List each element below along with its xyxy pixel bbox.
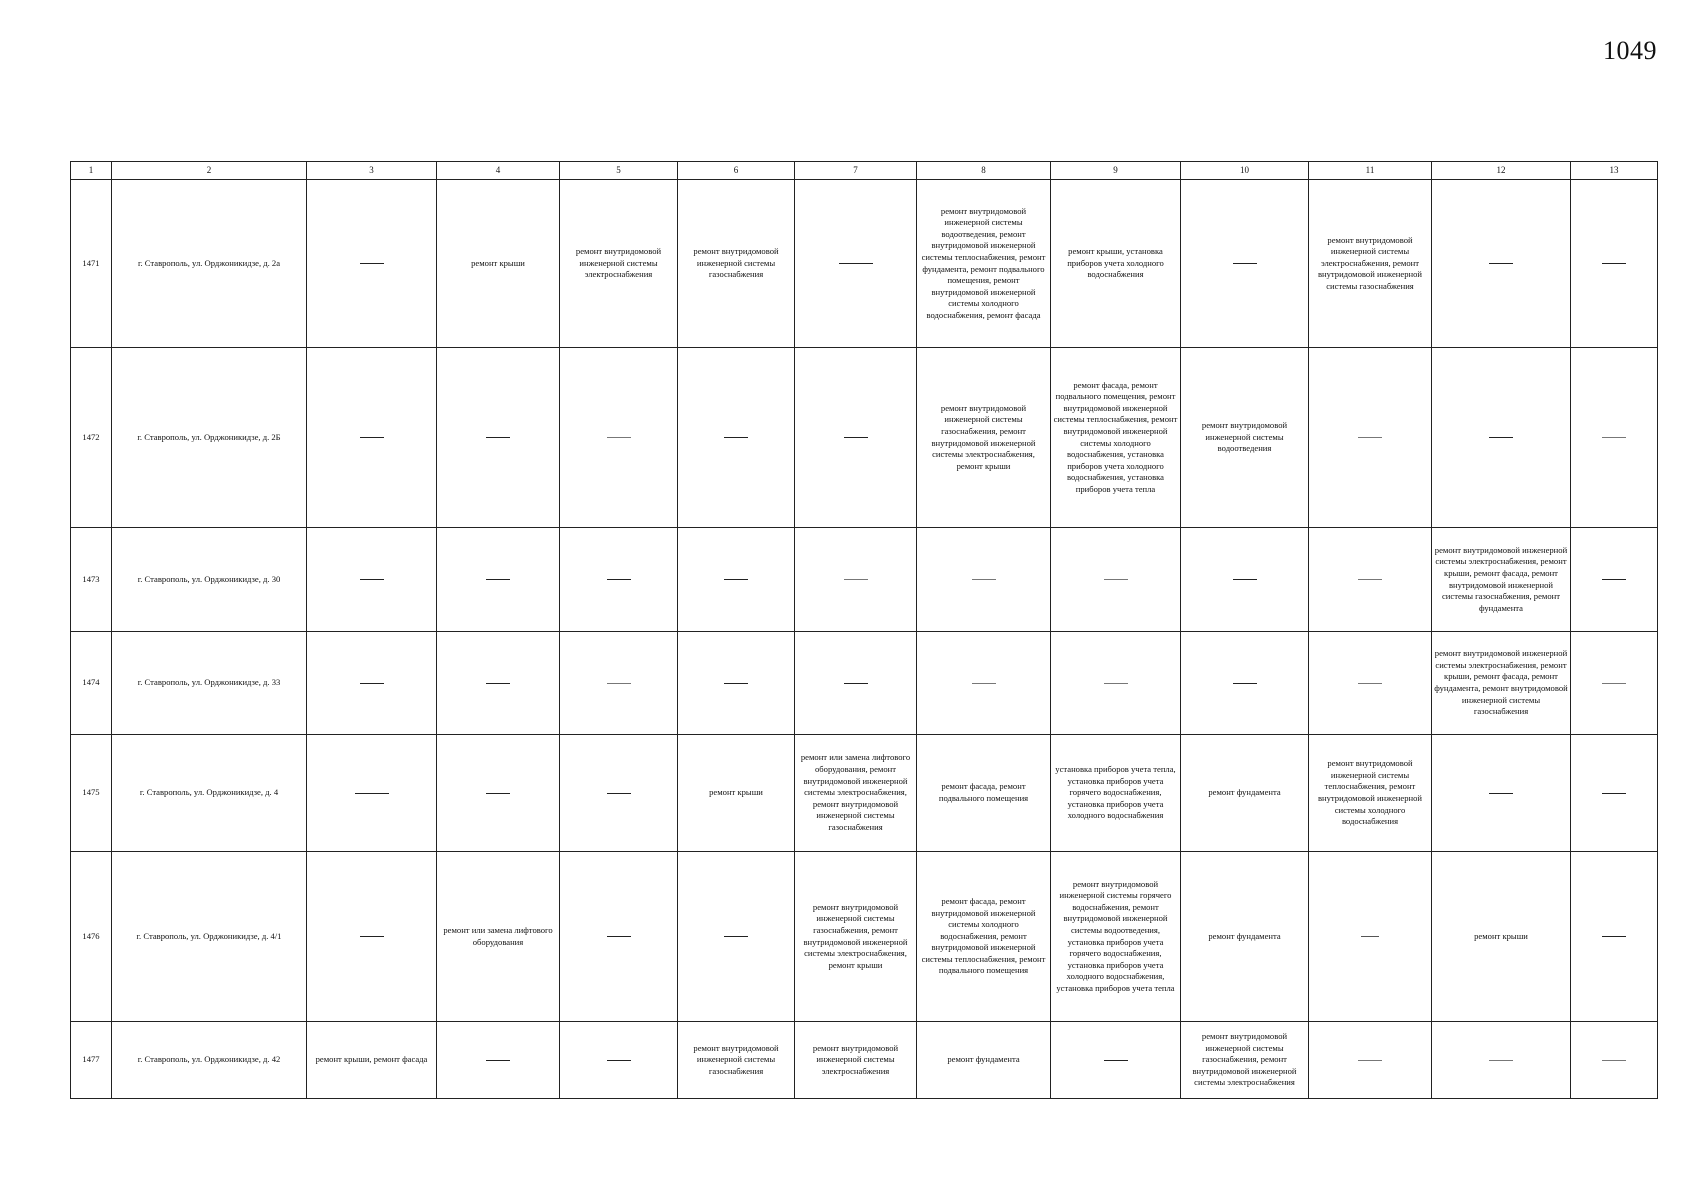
dash-mark (1104, 683, 1128, 684)
column-number: 11 (1309, 162, 1432, 180)
dash-mark (360, 263, 384, 264)
works-cell: ремонт крыши, ремонт фасада (307, 1022, 437, 1099)
row-number: 1473 (71, 528, 112, 632)
empty-cell (917, 528, 1051, 632)
repair-schedule-table (70, 161, 1658, 1099)
dash-mark (607, 683, 631, 684)
dash-mark (360, 936, 384, 937)
address-cell: г. Ставрополь, ул. Орджоникидзе, д. 42 (112, 1022, 307, 1099)
dash-mark (1602, 263, 1626, 264)
empty-cell (437, 735, 560, 852)
dash-mark (844, 437, 868, 438)
dash-mark (486, 793, 510, 794)
empty-cell (917, 632, 1051, 735)
works-cell: ремонт крыши (437, 180, 560, 348)
column-number: 6 (678, 162, 795, 180)
works-cell: ремонт крыши, установка приборов учета холодного водоснабжения (1051, 180, 1181, 348)
dash-mark (1358, 1060, 1382, 1061)
empty-cell (678, 348, 795, 528)
empty-cell (560, 852, 678, 1022)
empty-cell (560, 528, 678, 632)
works-cell: ремонт внутридомовой инженерной системы газоснабжения, ремонт внутридомовой инженерной системы электроснабжения, ремонт крыши (795, 852, 917, 1022)
dash-mark (355, 793, 389, 794)
empty-cell (307, 632, 437, 735)
dash-mark (1489, 263, 1513, 264)
empty-cell (1309, 632, 1432, 735)
works-cell: ремонт внутридомовой инженерной системы газоснабжения, ремонт внутридомовой инженерной системы электроснабжения (1181, 1022, 1309, 1099)
column-number: 7 (795, 162, 917, 180)
empty-cell (1432, 348, 1571, 528)
dash-mark (1361, 936, 1379, 937)
address-cell: г. Ставрополь, ул. Орджоникидзе, д. 33 (112, 632, 307, 735)
empty-cell (1432, 1022, 1571, 1099)
column-number-row (71, 162, 1658, 180)
dash-mark (724, 936, 748, 937)
empty-cell (1571, 852, 1658, 1022)
column-number: 3 (307, 162, 437, 180)
works-cell: ремонт фасада, ремонт подвального помещения, ремонт внутридомовой инженерной системы теплоснабжения, ремонт внутридомовой инженерной системы холодного водоснабжения, установка приборов учета холодного водоснабжения, установка приборов учета тепла (1051, 348, 1181, 528)
empty-cell (437, 632, 560, 735)
empty-cell (1571, 1022, 1658, 1099)
works-cell: ремонт фундамента (1181, 735, 1309, 852)
dash-mark (724, 579, 748, 580)
dash-mark (1233, 263, 1257, 264)
column-number: 5 (560, 162, 678, 180)
dash-mark (607, 793, 631, 794)
empty-cell (307, 180, 437, 348)
row-number: 1472 (71, 348, 112, 528)
dash-mark (844, 579, 868, 580)
empty-cell (795, 348, 917, 528)
empty-cell (437, 1022, 560, 1099)
address-cell: г. Ставрополь, ул. Орджоникидзе, д. 2Б (112, 348, 307, 528)
dash-mark (1233, 683, 1257, 684)
empty-cell (1181, 180, 1309, 348)
empty-cell (307, 852, 437, 1022)
dash-mark (1358, 683, 1382, 684)
address-cell: г. Ставрополь, ул. Орджоникидзе, д. 4 (112, 735, 307, 852)
address-cell: г. Ставрополь, ул. Орджоникидзе, д. 2а (112, 180, 307, 348)
empty-cell (1432, 735, 1571, 852)
empty-cell (560, 632, 678, 735)
dash-mark (1104, 579, 1128, 580)
dash-mark (607, 437, 631, 438)
empty-cell (1309, 348, 1432, 528)
dash-mark (486, 683, 510, 684)
empty-cell (307, 528, 437, 632)
works-cell: ремонт фундамента (1181, 852, 1309, 1022)
works-cell: ремонт внутридомовой инженерной системы теплоснабжения, ремонт внутридомовой инженерной системы холодного водоснабжения (1309, 735, 1432, 852)
works-cell: ремонт внутридомовой инженерной системы горячего водоснабжения, ремонт внутридомовой инженерной системы водоотведения, установка приборов учета горячего водоснабжения, установка приборов учета холодного водоснабжения, установка приборов учета тепла (1051, 852, 1181, 1022)
dash-mark (1602, 793, 1626, 794)
dash-mark (1489, 1060, 1513, 1061)
empty-cell (678, 632, 795, 735)
works-cell: ремонт фасада, ремонт внутридомовой инженерной системы холодного водоснабжения, ремонт внутридомовой инженерной системы теплоснабжения, ремонт подвального помещения (917, 852, 1051, 1022)
works-cell: ремонт внутридомовой инженерной системы водоотведения (1181, 348, 1309, 528)
address-cell: г. Ставрополь, ул. Орджоникидзе, д. 4/1 (112, 852, 307, 1022)
works-cell: ремонт внутридомовой инженерной системы газоснабжения (678, 180, 795, 348)
works-cell: ремонт фундамента (917, 1022, 1051, 1099)
works-cell: ремонт внутридомовой инженерной системы электроснабжения, ремонт крыши, ремонт фасада, ремонт внутридомовой инженерной системы газоснабжения, ремонт фундамента (1432, 528, 1571, 632)
empty-cell (1309, 528, 1432, 632)
dash-mark (1358, 437, 1382, 438)
dash-mark (972, 579, 996, 580)
column-number: 2 (112, 162, 307, 180)
empty-cell (1432, 180, 1571, 348)
dash-mark (360, 437, 384, 438)
dash-mark (607, 1060, 631, 1061)
column-number: 4 (437, 162, 560, 180)
empty-cell (437, 528, 560, 632)
dash-mark (486, 437, 510, 438)
empty-cell (307, 735, 437, 852)
empty-cell (437, 348, 560, 528)
dash-mark (1489, 793, 1513, 794)
row-number: 1477 (71, 1022, 112, 1099)
empty-cell (678, 852, 795, 1022)
dash-mark (844, 683, 868, 684)
works-cell: ремонт внутридомовой инженерной системы электроснабжения (560, 180, 678, 348)
row-number: 1474 (71, 632, 112, 735)
empty-cell (1571, 348, 1658, 528)
row-number: 1475 (71, 735, 112, 852)
dash-mark (607, 579, 631, 580)
dash-mark (360, 683, 384, 684)
empty-cell (795, 528, 917, 632)
column-number: 9 (1051, 162, 1181, 180)
works-cell: ремонт или замена лифтового оборудования, ремонт внутридомовой инженерной системы электроснабжения, ремонт внутридомовой инженерной системы газоснабжения (795, 735, 917, 852)
empty-cell (1181, 528, 1309, 632)
row-number: 1471 (71, 180, 112, 348)
empty-cell (1051, 632, 1181, 735)
column-number: 12 (1432, 162, 1571, 180)
works-cell: ремонт внутридомовой инженерной системы водоотведения, ремонт внутридомовой инженерной системы теплоснабжения, ремонт фундамента, ремонт подвального помещения, ремонт внутридомовой инженерной системы холодного водоснабжения, ремонт фасада (917, 180, 1051, 348)
dash-mark (1602, 683, 1626, 684)
dash-mark (1358, 579, 1382, 580)
table-row (71, 632, 1658, 735)
address-cell: г. Ставрополь, ул. Орджоникидзе, д. 30 (112, 528, 307, 632)
empty-cell (1051, 528, 1181, 632)
dash-mark (1602, 579, 1626, 580)
page-number: 1049 (1603, 36, 1657, 65)
table-row (71, 348, 1658, 528)
empty-cell (560, 348, 678, 528)
empty-cell (678, 528, 795, 632)
table-row (71, 852, 1658, 1022)
table-row (71, 528, 1658, 632)
dash-mark (486, 1060, 510, 1061)
works-cell: ремонт внутридомовой инженерной системы электроснабжения (795, 1022, 917, 1099)
dash-mark (1602, 1060, 1626, 1061)
works-cell: ремонт внутридомовой инженерной системы газоснабжения, ремонт внутридомовой инженерной системы электроснабжения, ремонт крыши (917, 348, 1051, 528)
table-row (71, 735, 1658, 852)
empty-cell (1571, 632, 1658, 735)
works-cell: ремонт внутридомовой инженерной системы электроснабжения, ремонт внутридомовой инженерной системы газоснабжения (1309, 180, 1432, 348)
works-cell: ремонт внутридомовой инженерной системы электроснабжения, ремонт крыши, ремонт фасада, ремонт фундамента, ремонт внутридомовой инженерной системы газоснабжения (1432, 632, 1571, 735)
empty-cell (1051, 1022, 1181, 1099)
table-row (71, 1022, 1658, 1099)
dash-mark (1104, 1060, 1128, 1061)
works-cell: ремонт крыши (1432, 852, 1571, 1022)
empty-cell (560, 1022, 678, 1099)
empty-cell (795, 180, 917, 348)
dash-mark (1233, 579, 1257, 580)
empty-cell (307, 348, 437, 528)
dash-mark (1602, 936, 1626, 937)
works-cell: ремонт фасада, ремонт подвального помещения (917, 735, 1051, 852)
works-cell: ремонт внутридомовой инженерной системы газоснабжения (678, 1022, 795, 1099)
dash-mark (607, 936, 631, 937)
empty-cell (1181, 632, 1309, 735)
empty-cell (795, 632, 917, 735)
empty-cell (1309, 1022, 1432, 1099)
column-number: 8 (917, 162, 1051, 180)
dash-mark (1489, 437, 1513, 438)
column-number: 13 (1571, 162, 1658, 180)
empty-cell (1309, 852, 1432, 1022)
column-number: 1 (71, 162, 112, 180)
table-row (71, 180, 1658, 348)
dash-mark (972, 683, 996, 684)
empty-cell (1571, 735, 1658, 852)
empty-cell (1571, 528, 1658, 632)
dash-mark (724, 683, 748, 684)
column-number: 10 (1181, 162, 1309, 180)
works-cell: установка приборов учета тепла, установка приборов учета горячего водоснабжения, установка приборов учета холодного водоснабжения (1051, 735, 1181, 852)
dash-mark (360, 579, 384, 580)
empty-cell (560, 735, 678, 852)
dash-mark (1602, 437, 1626, 438)
empty-cell (1571, 180, 1658, 348)
works-cell: ремонт или замена лифтового оборудования (437, 852, 560, 1022)
dash-mark (486, 579, 510, 580)
dash-mark (724, 437, 748, 438)
dash-mark (839, 263, 873, 264)
works-cell: ремонт крыши (678, 735, 795, 852)
row-number: 1476 (71, 852, 112, 1022)
